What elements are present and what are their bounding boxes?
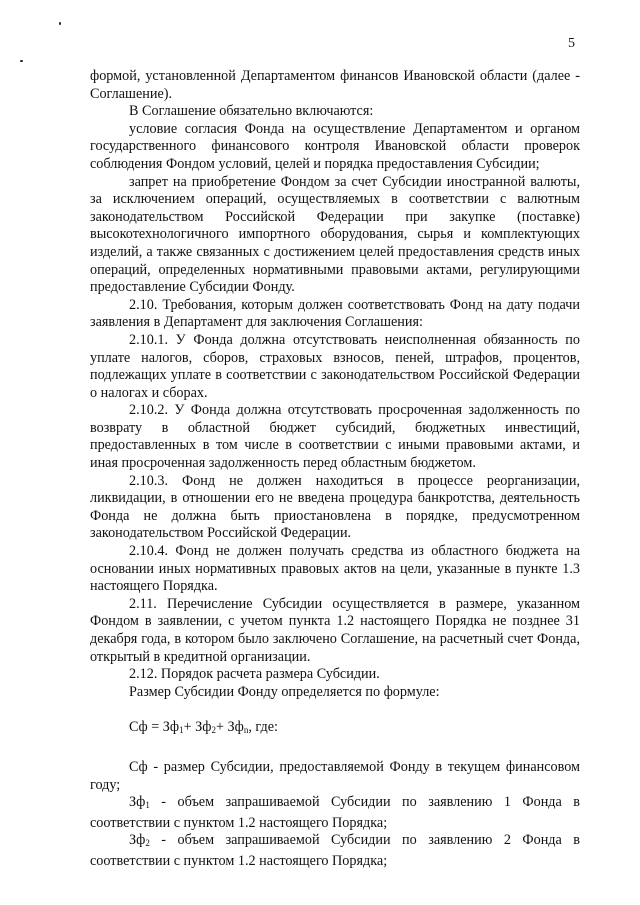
paragraph-2-10-2: 2.10.2. У Фонда должна отсутствовать просроченная задолженность по возврату в областной бюджет субсидий, бюджетных инвестиций, предоставленных в том числе в соответствии с иными правовыми актами, и иная просроченная задолженность перед областным бюджетом. xyxy=(90,402,580,472)
paragraph-2-11: 2.11. Перечисление Субсидии осуществляется в размере, указанном Фондом в заявлении, с учетом пункта 1.2 настоящего Порядка не позднее 31 декабря года, в котором было заключено Соглашение, на расчетный счет Фонда, открытый в кредитной организации. xyxy=(90,595,580,665)
subsidy-formula xyxy=(90,719,580,740)
definition-zf1-text: - объем запрашиваемой Субсидии по заявлению 1 Фонда в соответствии с пунктом 1.2 настоящего Порядка; xyxy=(90,794,580,831)
scan-speck xyxy=(59,22,61,25)
paragraph-2-10-1: 2.10.1. У Фонда должна отсутствовать неисполненная обязанность по уплате налогов, сборов, страховых взносов, пеней, штрафов, процентов, подлежащих уплате в соответствии с законодательством Российской Федерации о налогах и сборах. xyxy=(90,331,580,401)
definition-zf2-sub: 2 xyxy=(145,838,150,849)
formula-term-2: Зф xyxy=(195,719,212,736)
formula-lhs: Сф xyxy=(129,719,148,736)
definition-zf2 xyxy=(90,832,580,870)
definition-zf1-symbol: Зф xyxy=(129,794,146,811)
definition-zf2-symbol: Зф xyxy=(129,832,146,849)
document-body xyxy=(90,68,580,871)
paragraph-consent-condition: условие согласия Фонда на осуществление Департаментом и органом государственного финансового контроля Ивановской области проверок соблюдения Фондом условий, целей и порядка предоставления Субсидии; xyxy=(90,120,580,172)
formula-sub-2: 2 xyxy=(211,725,216,736)
paragraph-2-12: 2.12. Порядок расчета размера Субсидии. xyxy=(129,666,380,683)
paragraph-continuation: формой, установленной Департаментом финансов Ивановской области (далее - Соглашение). xyxy=(90,68,580,102)
paragraph-formula-intro: Размер Субсидии Фонду определяется по формуле: xyxy=(129,683,440,700)
definition-zf2-text: - объем запрашиваемой Субсидии по заявлению 2 Фонда в соответствии с пунктом 1.2 настоящего Порядка; xyxy=(90,832,580,869)
paragraph-2-10: 2.10. Требования, которым должен соответствовать Фонд на дату подачи заявления в Департамент для заключения Соглашения: xyxy=(90,296,580,331)
paragraph-2-10-4: 2.10.4. Фонд не должен получать средства из областного бюджета на основании иных нормативных правовых актов на цели, указанные в пункте 1.3 настоящего Порядка. xyxy=(90,543,580,595)
paragraph-agreement-includes: В Соглашение обязательно включаются: xyxy=(129,103,374,120)
formula-tail: , где: xyxy=(248,719,278,736)
paragraph-2-10-3: 2.10.3. Фонд не должен находиться в процессе реорганизации, ликвидации, в отношении его не введена процедура банкротства, деятельность Фонда не должна быть приостановлена в порядке, предусмотренном законодательством Российской Федерации. xyxy=(90,472,580,542)
definition-sf: Сф - размер Субсидии, предоставляемой Фонду в текущем финансовом году; xyxy=(90,758,580,793)
page-number: 5 xyxy=(568,36,575,51)
definition-zf1 xyxy=(90,794,580,832)
formula-plus-2: + xyxy=(215,719,228,736)
formula-equals: = xyxy=(147,719,163,736)
formula-plus-1: + xyxy=(183,719,196,736)
formula-term-n: Зф xyxy=(227,719,244,736)
paragraph-currency-ban: запрет на приобретение Фондом за счет Субсидии иностранной валюты, за исключением операций, осуществляемых в соответствии с валютным законодательством Российской Федерации при закупке (поставке) высокотехнологичного импортного оборудования, сырья и комплектующих изделий, а также связанных с достижением целей предоставления средств иных операций, определенных нормативными правовыми актами, регулирующими предоставление Субсидии Фонду. xyxy=(90,173,580,296)
formula-sub-n: n xyxy=(243,725,249,736)
scan-speck xyxy=(20,60,23,62)
formula-term-1: Зф xyxy=(162,719,180,736)
formula-sub-1: 1 xyxy=(179,725,184,736)
definition-zf1-sub: 1 xyxy=(145,800,150,811)
